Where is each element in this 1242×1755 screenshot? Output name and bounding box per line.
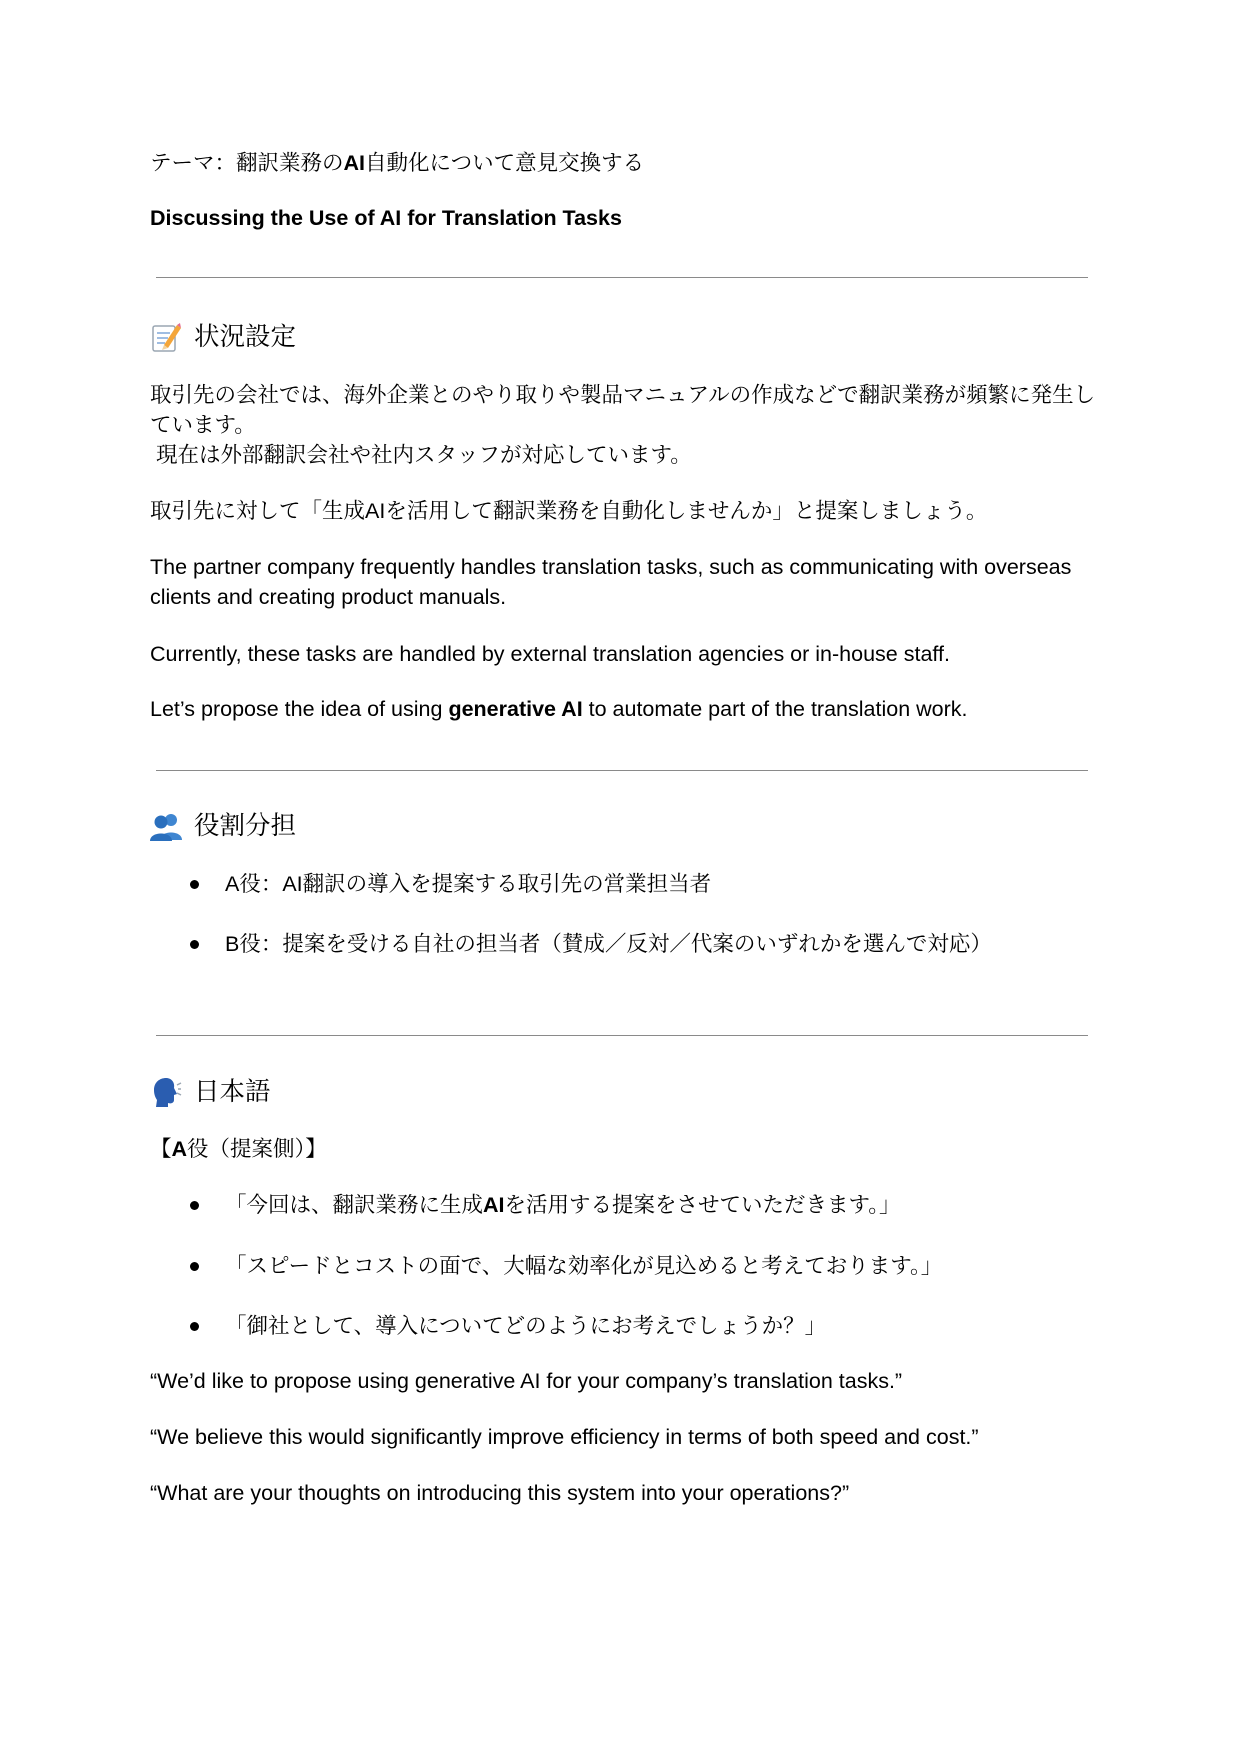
situation-japanese-paragraph <box>150 380 1110 470</box>
situation-english-paragraph-3 <box>150 694 1110 724</box>
list-item: 「スピードとコストの面で、大幅な効率化が見込めると考えております。」 <box>150 1251 1110 1281</box>
label-open: 【 <box>150 1137 172 1161</box>
theme-english: Discussing the Use of AI for Translation Tasks <box>150 206 622 230</box>
people-icon <box>150 810 182 842</box>
situation-japanese-proposal: 取引先に対して「生成AIを活用して翻訳業務を自動化しませんか」と提案しましょう。 <box>150 499 988 523</box>
section-heading-japanese-text: 日本語 <box>194 1078 271 1106</box>
label-rest: 役（提案側）】 <box>187 1137 327 1161</box>
theme-ja-suffix: 自動化について意見交換する <box>365 151 645 175</box>
list-item: A役：AI翻訳の導入を提案する取引先の営業担当者 <box>150 869 1110 899</box>
memo-icon <box>150 321 182 353</box>
japanese-quotes-list <box>150 1251 1110 1281</box>
list-item: B役：提案を受ける自社の担当者（賛成／反対／代案のいずれかを選んで対応） <box>150 929 1110 959</box>
divider <box>156 1035 1088 1036</box>
en-para3-prefix: Let’s propose the idea of using <box>150 697 449 721</box>
roles-list <box>150 929 1110 959</box>
english-quote-3: “What are your thoughts on introducing this system into your operations?” <box>150 1481 850 1505</box>
situation-ja-line2: 現在は外部翻訳会社や社内スタッフが対応しています。 <box>150 443 692 467</box>
situation-english-paragraph-2: Currently, these tasks are handled by external translation agencies or in-house staff. <box>150 642 950 666</box>
situation-english-paragraph-1: The partner company frequently handles translation tasks, such as communicating with overseas clients and creating product manuals. <box>150 555 1072 609</box>
quote1-prefix: 「今回は、翻訳業務に生成 <box>225 1193 484 1217</box>
theme-japanese <box>150 148 1110 178</box>
theme-ja-bold: AI <box>343 151 366 175</box>
divider <box>156 277 1088 278</box>
label-bold: A <box>171 1137 188 1161</box>
situation-ja-line1: 取引先の会社では、海外企業とのやり取りや製品マニュアルの作成などで翻訳業務が頻繁に発生しています。 <box>150 383 1096 437</box>
theme-ja-prefix: テーマ：翻訳業務の <box>150 151 344 175</box>
english-quote-1: “We’d like to propose using generative AI for your company’s translation tasks.” <box>150 1369 903 1393</box>
section-heading-roles <box>150 809 296 843</box>
en-para3-bold: generative AI <box>448 697 583 721</box>
section-heading-japanese <box>150 1075 271 1109</box>
roles-list <box>150 869 1110 899</box>
section-heading-situation-text: 状況設定 <box>194 323 297 351</box>
quote1-suffix: を活用する提案をさせていただきます。」 <box>504 1193 901 1217</box>
role-a-label <box>150 1134 1110 1164</box>
quote1-bold: AI <box>483 1193 505 1217</box>
japanese-quotes-list <box>150 1311 1110 1341</box>
list-item: 「御社として、導入についてどのようにお考えでしょうか？」 <box>150 1311 1110 1341</box>
divider <box>156 770 1088 771</box>
speaking-head-icon <box>150 1076 182 1108</box>
en-para3-suffix: to automate part of the translation work. <box>582 697 968 721</box>
section-heading-roles-text: 役割分担 <box>194 812 297 840</box>
section-heading-situation <box>150 320 296 354</box>
english-quote-2: “We believe this would significantly improve efficiency in terms of both speed and cost.” <box>150 1425 979 1449</box>
japanese-quotes-list <box>150 1190 1110 1220</box>
list-item <box>150 1190 1110 1220</box>
